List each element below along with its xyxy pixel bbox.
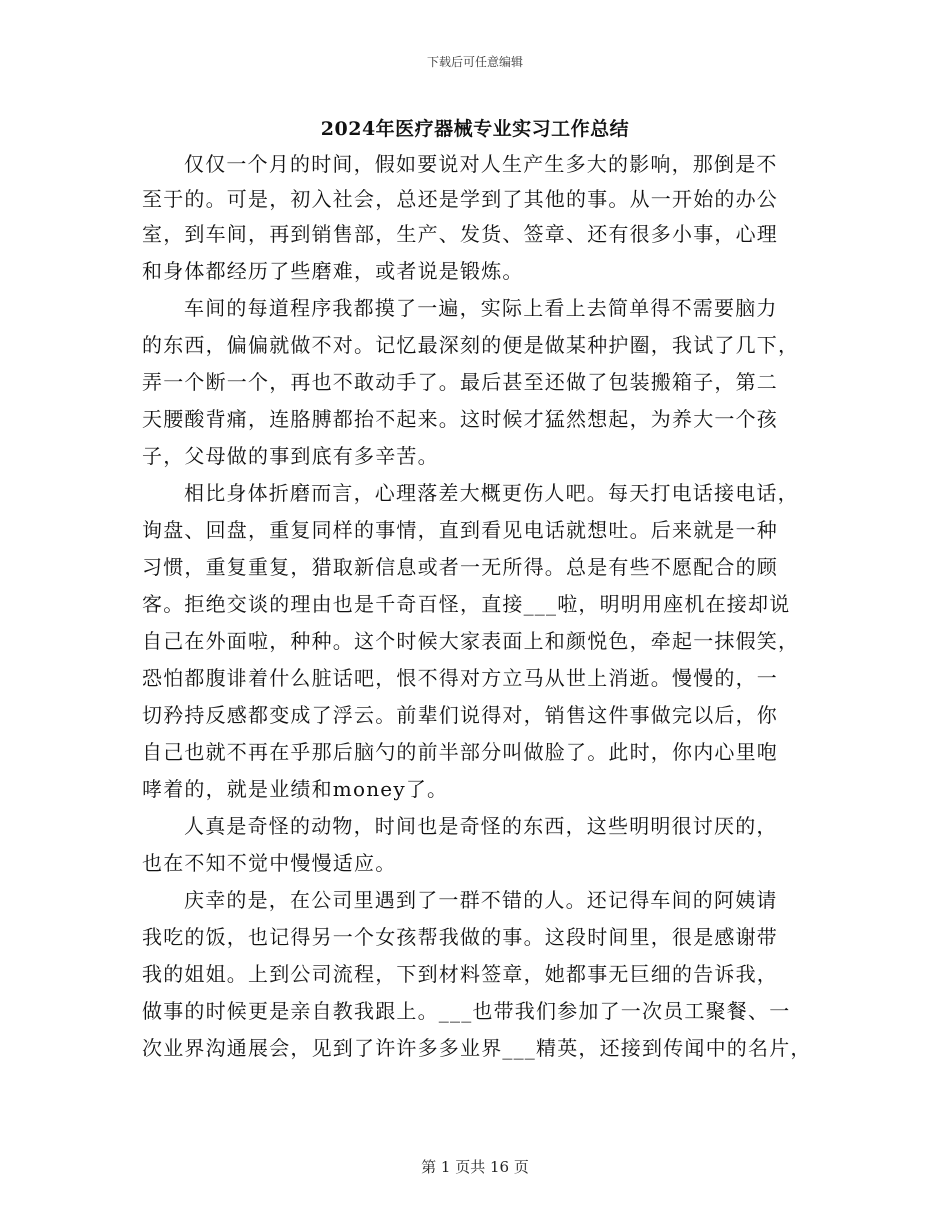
body-line: 哮着的，就是业绩和money了。	[142, 777, 449, 801]
body-line: 恐怕都腹诽着什么脏话吧，恨不得对方立马从世上消逝。慢慢的，一	[142, 666, 778, 690]
download-note: 下载后可任意编辑	[426, 55, 523, 69]
body-line: 客。拒绝交谈的理由也是千奇百怪，直接___啦，明明用座机在接却说	[142, 592, 791, 616]
body-line: 人真是奇怪的动物，时间也是奇怪的东西，这些明明很讨厌的，	[184, 814, 778, 838]
body-line: 询盘、回盘，重复同样的事情，直到看见电话就想吐。后来就是一种	[142, 518, 778, 542]
body-line: 做事的时候更是亲自教我跟上。___也带我们参加了一次员工聚餐、一	[142, 999, 791, 1023]
body-line: 和身体都经历了些磨难，或者说是锻炼。	[142, 259, 524, 283]
body-line: 弄一个断一个，再也不敢动手了。最后甚至还做了包装搬箱子，第二	[142, 370, 778, 394]
body-line: 自己也就不再在乎那后脑勺的前半部分叫做脸了。此时，你内心里咆	[142, 740, 778, 764]
body-line: 习惯，重复重复，猎取新信息或者一无所得。总是有些不愿配合的顾	[142, 555, 778, 579]
body-line: 室，到车间，再到销售部，生产、发货、签章、还有很多小事，心理	[142, 222, 778, 246]
body-line: 我的姐姐。上到公司流程，下到材料签章，她都事无巨细的告诉我，	[142, 962, 778, 986]
body-line: 至于的。可是，初入社会，总还是学到了其他的事。从一开始的办公	[142, 187, 778, 211]
body-line: 自己在外面啦，种种。这个时候大家表面上和颜悦色，牵起一抹假笑，	[142, 629, 800, 653]
body-line: 天腰酸背痛，连胳膊都抬不起来。这时候才猛然想起，为养大一个孩	[142, 407, 778, 431]
body-line: 我吃的饭，也记得另一个女孩帮我做的事。这段时间里，很是感谢带	[142, 925, 778, 949]
body-line: 仅仅一个月的时间，假如要说对人生产生多大的影响，那倒是不	[184, 152, 778, 176]
body-line: 子，父母做的事到底有多辛苦。	[142, 444, 439, 468]
body-line: 的东西，偏偏就做不对。记忆最深刻的便是做某种护圈，我试了几下，	[142, 333, 800, 357]
body-line: 次业界沟通展会，见到了许许多多业界___精英，还接到传闻中的名片，	[142, 1036, 812, 1060]
document-title: 2024年医疗器械专业实习工作总结	[320, 118, 630, 140]
body-line: 相比身体折磨而言，心理落差大概更伤人吧。每天打电话接电话，	[184, 481, 799, 505]
body-line: 切矜持反感都变成了浮云。前辈们说得对，销售这件事做完以后，你	[142, 703, 778, 727]
page-number: 第 1 页共 16 页	[421, 1158, 529, 1176]
body-line: 车间的每道程序我都摸了一遍，实际上看上去简单得不需要脑力	[184, 296, 778, 320]
body-line: 庆幸的是，在公司里遇到了一群不错的人。还记得车间的阿姨请	[184, 888, 778, 912]
body-line: 也在不知不觉中慢慢适应。	[142, 851, 397, 875]
